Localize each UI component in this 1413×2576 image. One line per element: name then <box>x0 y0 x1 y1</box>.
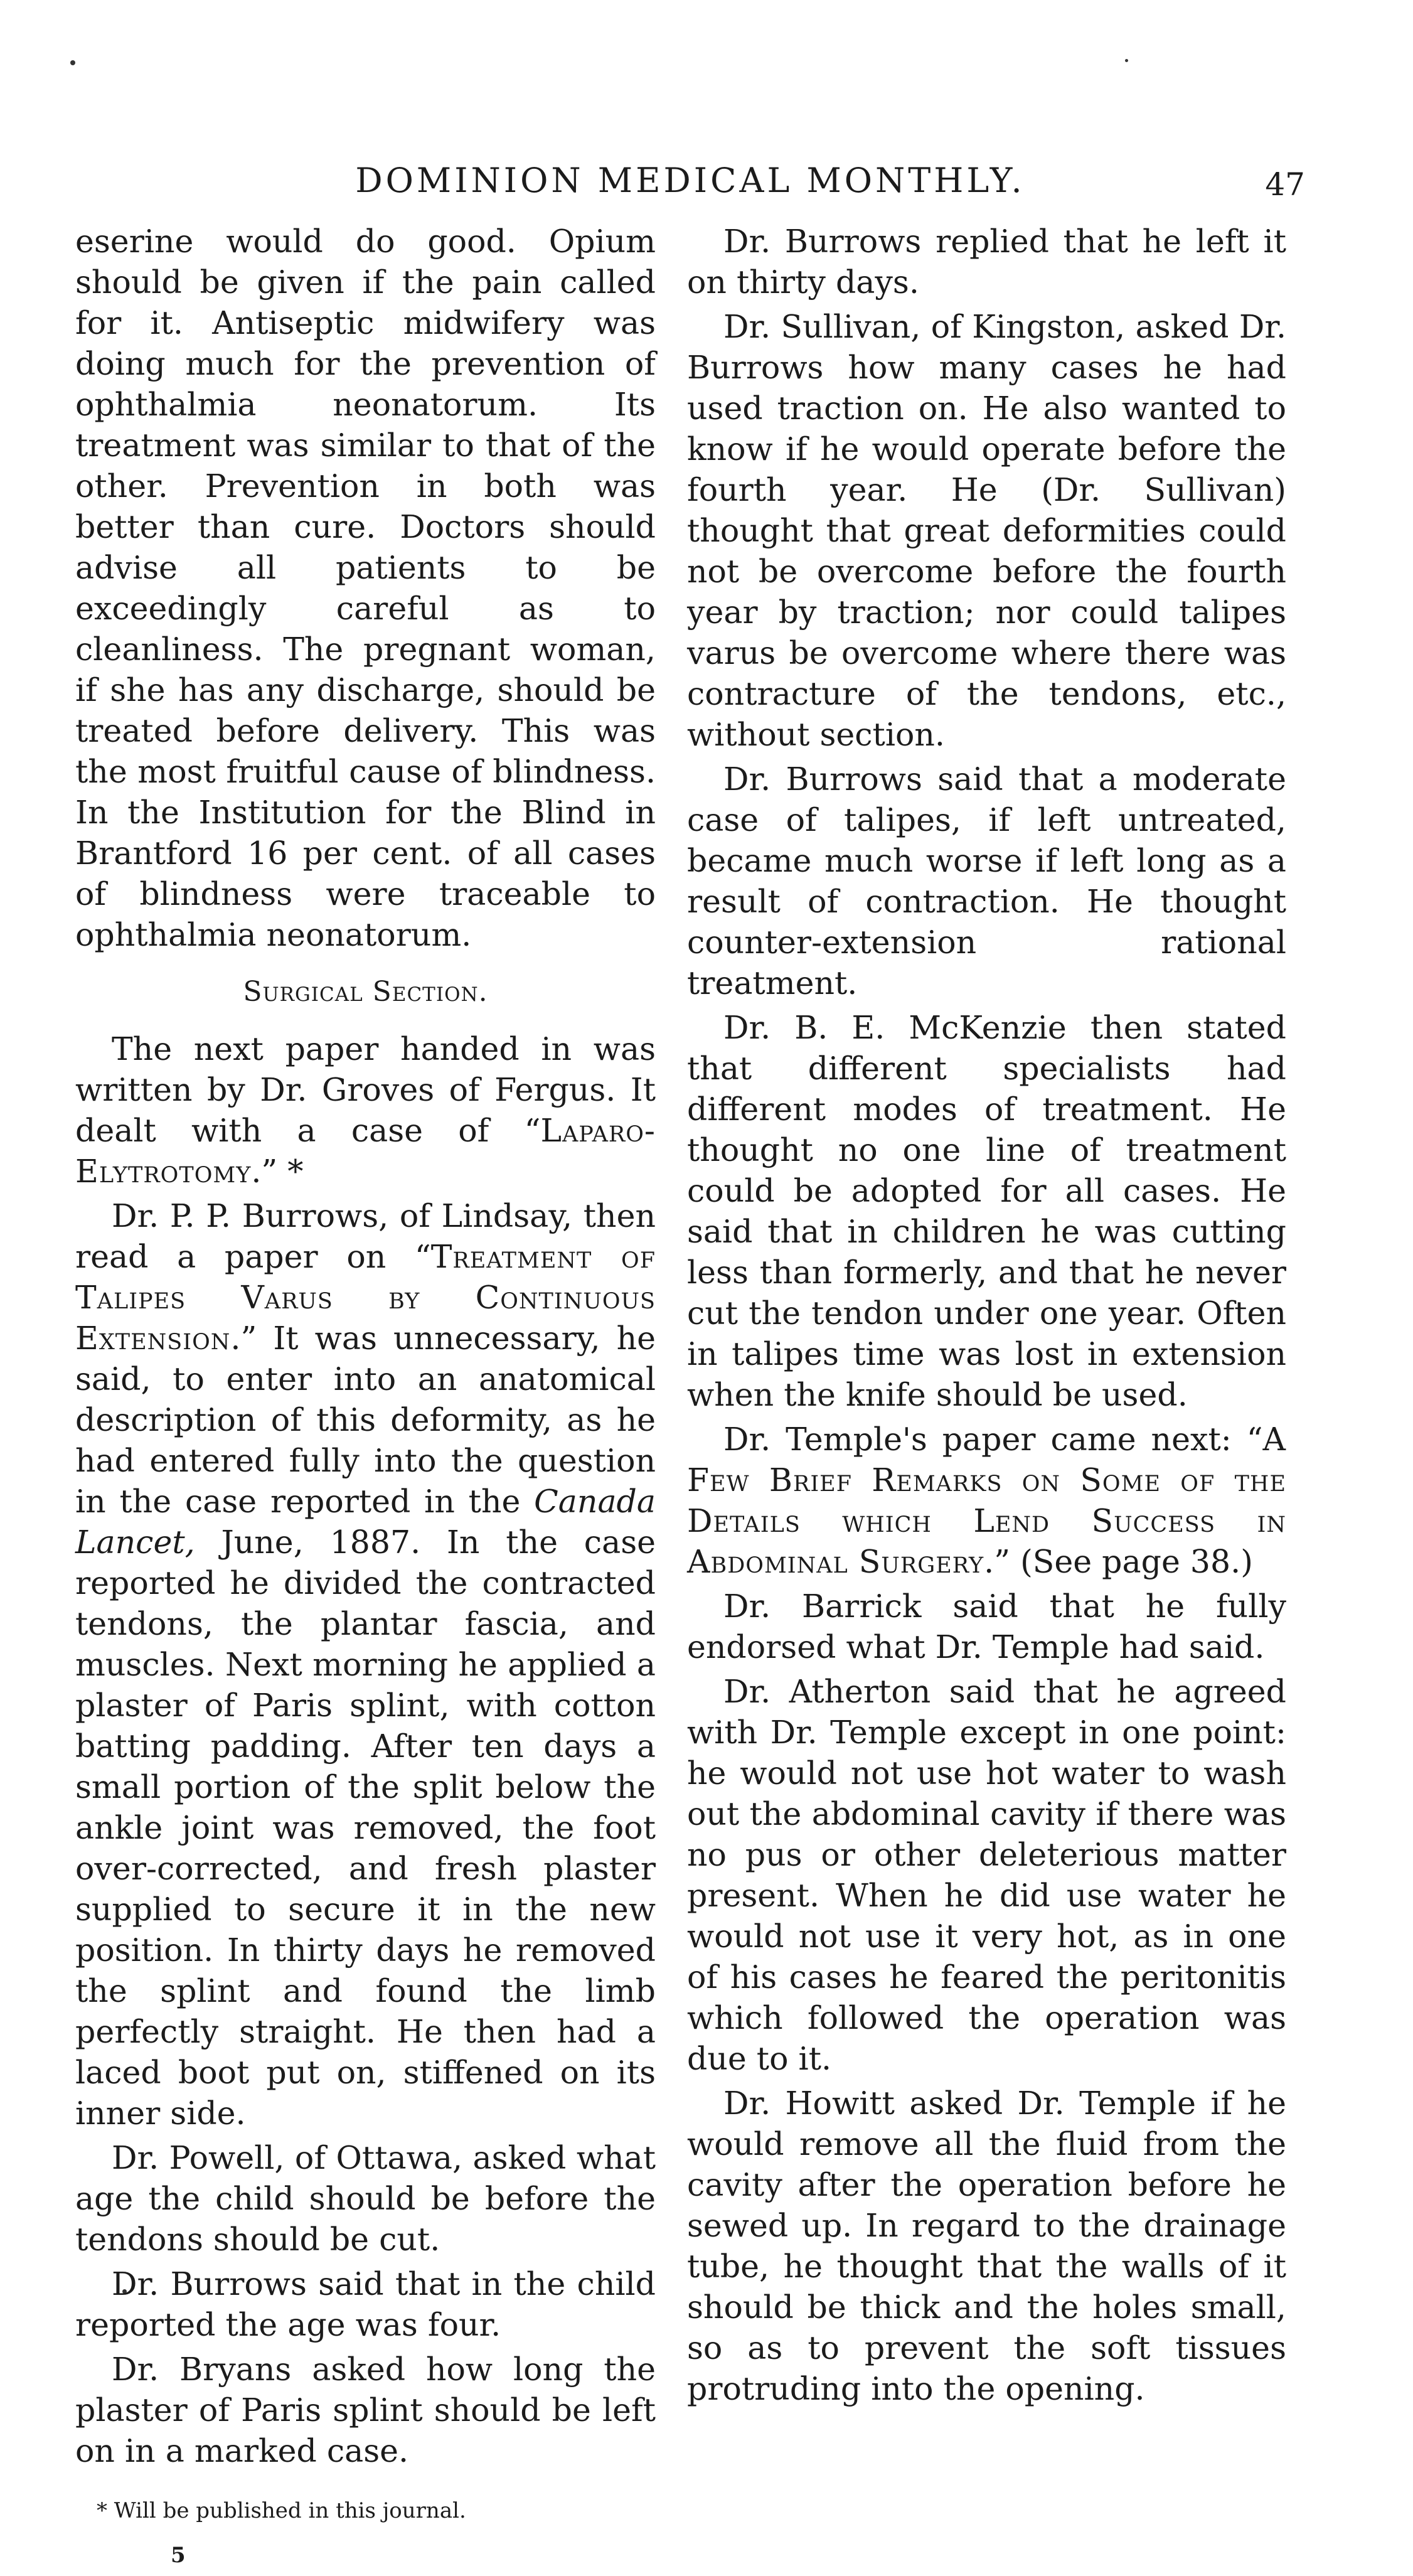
paragraph: The next paper handed in was written by Dr. Groves of Fergus. It dealt with a case of “Laparo-Elytrotomy.” * <box>75 1030 656 1190</box>
signature-mark: 5 <box>171 2543 186 2568</box>
paragraph: Dr. Burrows replied that he left it on thirty days. <box>687 223 1286 301</box>
section-heading: Surgical Section. <box>243 976 488 1008</box>
journal-name: Canada Lancet, <box>75 1483 656 1561</box>
paragraph: Dr. B. E. McKenzie then stated that different specialists had different modes of treatment. He thought no one line of treatment could be adopted for all cases. He said that in children he was cutting less than formerly, and that he never cut the tendon under one year. Often in talipes time was lost in extension when the knife should be used. <box>687 1009 1286 1413</box>
running-title: DOMINION MEDICAL MONTHLY. <box>355 161 1025 200</box>
paper-title: Laparo-Elytrotomy <box>75 1112 656 1190</box>
left-column <box>75 221 656 2576</box>
page-number: 47 <box>1265 166 1305 203</box>
paragraph: Dr. Powell, of Ottawa, asked what age the child should be before the tendons should be cut. <box>75 2139 656 2258</box>
right-column <box>687 221 1286 2413</box>
footnote: * Will be published in this journal. <box>97 2498 466 2523</box>
paragraph: Dr. Burrows said that in the child reported the age was four. <box>75 2265 656 2343</box>
paragraph: Dr. Bryans asked how long the plaster of Paris splint should be left on in a marked case. <box>75 2351 656 2469</box>
scan-speck <box>1125 59 1128 62</box>
paragraph: eserine would do good. Opium should be given if the pain called for it. Antiseptic midwifery was doing much for the prevention of ophthalmia neonatorum. Its treatment was similar to that of the other. Prevention in both was better than cure. Doctors should advise all patients to be exceedingly careful as to cleanliness. The pregnant woman, if she has any discharge, should be treated before delivery. This was the most fruitful cause of blindness. In the Institution for the Blind in Brantford 16 per cent. of all cases of blindness were traceable to ophthalmia neonatorum. <box>75 223 656 953</box>
scan-speck <box>70 60 75 65</box>
paragraph: Dr. Atherton said that he agreed with Dr. Temple except in one point: he would not use hot water to wash out the abdominal cavity if there was no pus or other deleterious matter present. When he did use water he would not use it very hot, as in one of his cases he feared the peritonitis which followed the operation was due to it. <box>687 1673 1286 2077</box>
paragraph: Dr. P. P. Burrows, of Lindsay, then read a paper on “Treatment of Talipes Varus by Continuous Extension.” It was unnecessary, he said, to enter into an anatomical description of this deformity, as he had entered fully into the question in the case reported in the Canada Lancet, June, 1887. In the case reported he divided the contracted tendons, the plantar fascia, and muscles. Next morning he applied a plaster of Paris splint, with cotton batting padding. After ten days a small portion of the split below the ankle joint was removed, the foot over-corrected, and fresh plaster supplied to secure it in the new position. In thirty days he removed the splint and found the limb perfectly straight. He then had a laced boot put on, stiffened on its inner side. <box>75 1197 656 2132</box>
paper-title: A Few Brief Remarks on Some of the Details which Lend Success in Abdominal Surgery <box>687 1421 1286 1580</box>
paragraph: Dr. Sullivan, of Kingston, asked Dr. Burrows how many cases he had used traction on. He also wanted to know if he would operate before the fourth year. He (Dr. Sullivan) thought that great deformities could not be overcome before the fourth year by traction; nor could talipes varus be overcome where there was contracture of the tendons, etc., without section. <box>687 308 1286 753</box>
paragraph: Dr. Temple's paper came next: “A Few Brief Remarks on Some of the Details which Lend Success in Abdominal Surgery.” (See page 38.) <box>687 1421 1286 1580</box>
paragraph: Dr. Barrick said that he fully endorsed what Dr. Temple had said. <box>687 1588 1286 1665</box>
paragraph: Dr. Burrows said that a moderate case of talipes, if left untreated, became much worse if left long as a result of contraction. He thought counter-extension rational treatment. <box>687 761 1286 1002</box>
paragraph: Dr. Howitt asked Dr. Temple if he would remove all the fluid from the cavity after the operation before he sewed up. In regard to the drainage tube, he thought that the walls of it should be thick and the holes small, so as to prevent the soft tissues protruding into the opening. <box>687 2085 1286 2407</box>
paper-title: Treatment of Talipes Varus by Continuous Extension <box>75 1238 656 1357</box>
running-header <box>75 156 1305 206</box>
